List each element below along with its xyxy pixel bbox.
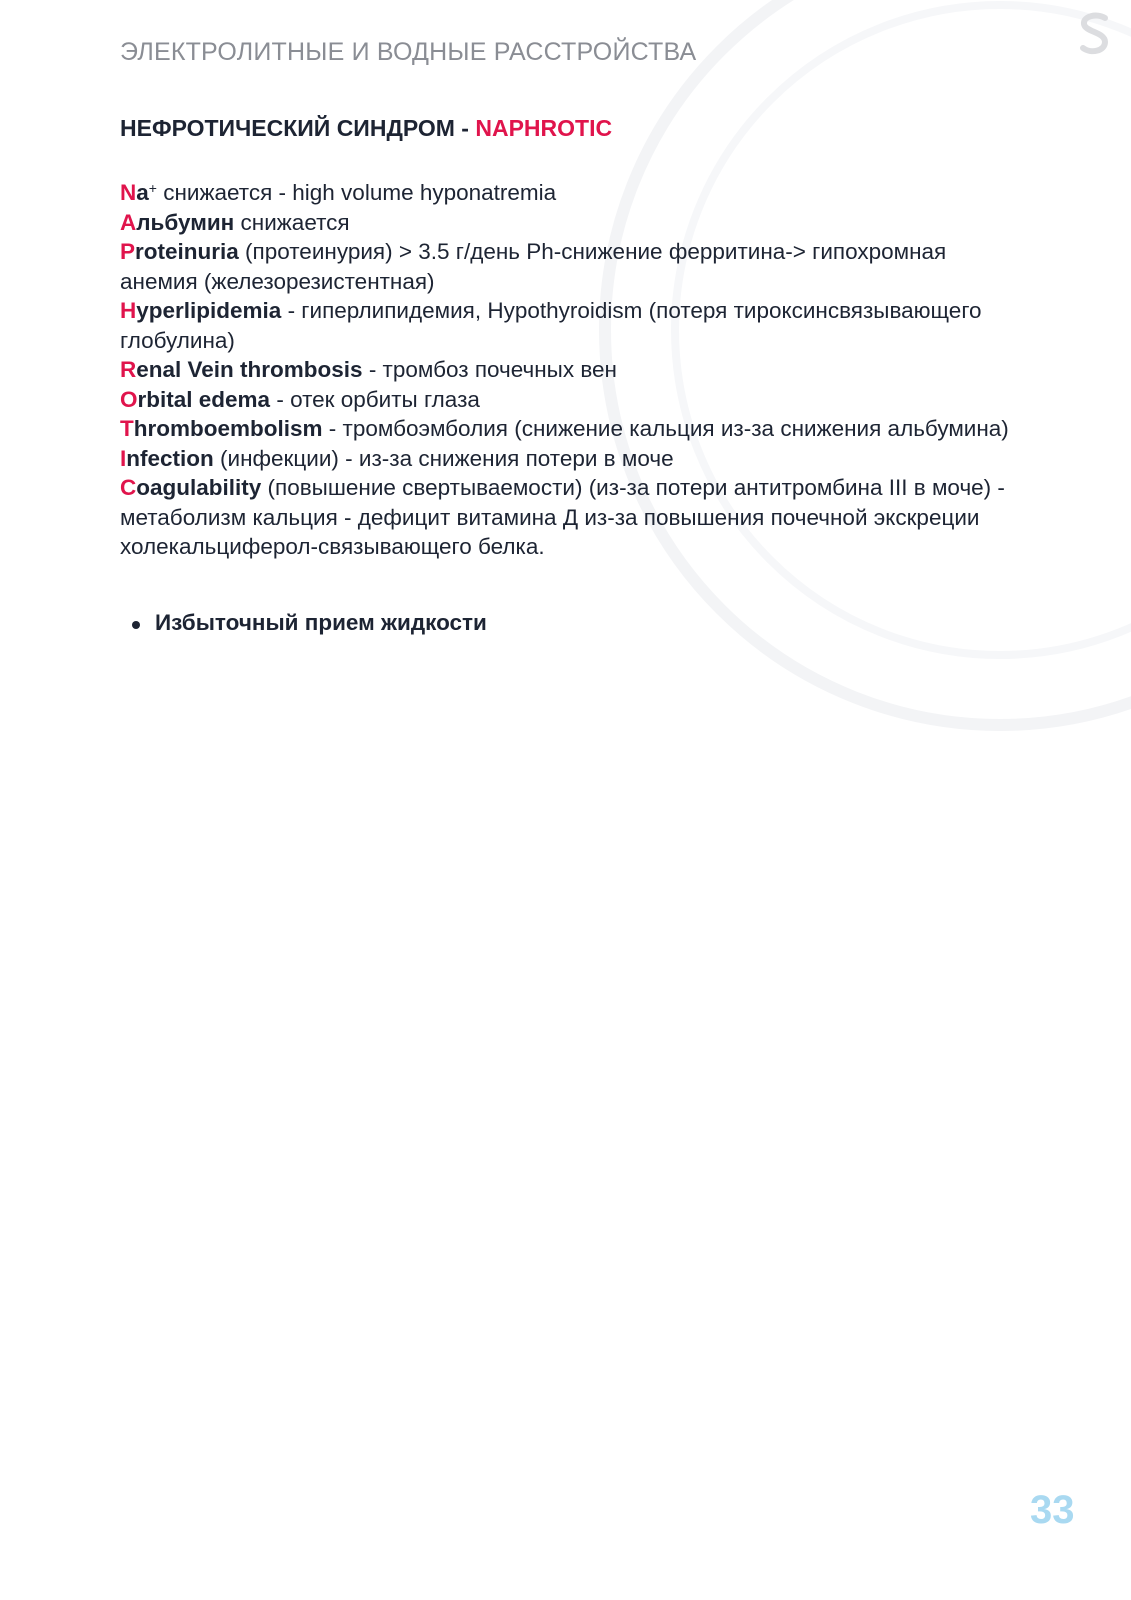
mnemonic-description: (инфекции) - из-за снижения потери в моче	[213, 445, 674, 471]
mnemonic-item-a	[120, 208, 1020, 238]
mnemonic-term: nfection	[126, 445, 214, 471]
mnemonic-letter: C	[120, 475, 137, 500]
mnemonic-description: снижается	[234, 209, 350, 235]
mnemonic-description: - гиперлипидемия, Hypothyroidism (потеря тироксинсвязывающего глобулина)	[120, 298, 982, 353]
mnemonic-letter: O	[120, 386, 138, 412]
mnemonic-item-c	[120, 473, 1020, 562]
mnemonic-item-r	[120, 355, 1020, 385]
mnemonic-item-p	[120, 237, 1020, 296]
mnemonic-description: - тромбоз почечных вен	[362, 357, 617, 382]
section-title	[120, 115, 612, 142]
mnemonic-description: снижается - high volume hyponatremia	[156, 180, 557, 205]
section-title-accent: NAPHROTIC	[475, 115, 613, 141]
bullet-list	[120, 610, 487, 636]
page-number: 33	[1030, 1488, 1075, 1532]
mnemonic-term: yperlipidemia	[136, 298, 282, 323]
mnemonic-letter: R	[120, 357, 137, 382]
mnemonic-description: - тромбоэмболия (снижение кальция из-за снижения альбумина)	[322, 416, 1009, 441]
mnemonic-description: (повышение свертываемости) (из-за потери антитромбина III в моче) - метаболизм кальция - дефицит витамина Д из-за повышения почечной экскреции холекальциферол-связывающего белка.	[120, 475, 1005, 559]
mnemonic-letter: I	[120, 445, 127, 471]
mnemonic-letter: H	[120, 298, 137, 323]
mnemonic-item-o	[120, 385, 1020, 415]
mnemonic-letter: А	[120, 209, 137, 235]
superscript-plus: +	[148, 180, 157, 196]
mnemonic-letter: N	[120, 180, 137, 205]
list-item: Избыточный прием жидкости	[120, 610, 487, 636]
mnemonic-letter: P	[120, 239, 136, 264]
brand-s-logo-icon	[1075, 10, 1115, 60]
mnemonic-letter: T	[120, 416, 134, 441]
mnemonic-term: oagulability	[136, 475, 262, 500]
mnemonic-term: roteinuria	[135, 239, 239, 264]
section-title-prefix: НЕФРОТИЧЕСКИЙ СИНДРОМ -	[120, 115, 476, 141]
mnemonic-list	[120, 174, 1020, 562]
mnemonic-term: rbital edema	[137, 386, 271, 412]
mnemonic-item-i	[120, 444, 1020, 474]
mnemonic-item-t	[120, 414, 1020, 444]
running-header: ЭЛЕКТРОЛИТНЫЕ И ВОДНЫЕ РАССТРОЙСТВА	[120, 38, 697, 66]
mnemonic-term: a	[136, 180, 149, 205]
mnemonic-term: enal Vein thrombosis	[136, 357, 363, 382]
mnemonic-term: hromboembolism	[133, 416, 323, 441]
mnemonic-description: (протеинурия) > 3.5 г/день Ph-снижение ферритина-> гипохромная анемия (железорезистентная)	[120, 239, 947, 294]
mnemonic-item-h	[120, 296, 1020, 355]
mnemonic-term: льбумин	[136, 209, 235, 235]
mnemonic-description: - отек орбиты глаза	[270, 386, 480, 412]
mnemonic-item-n	[120, 174, 1020, 208]
